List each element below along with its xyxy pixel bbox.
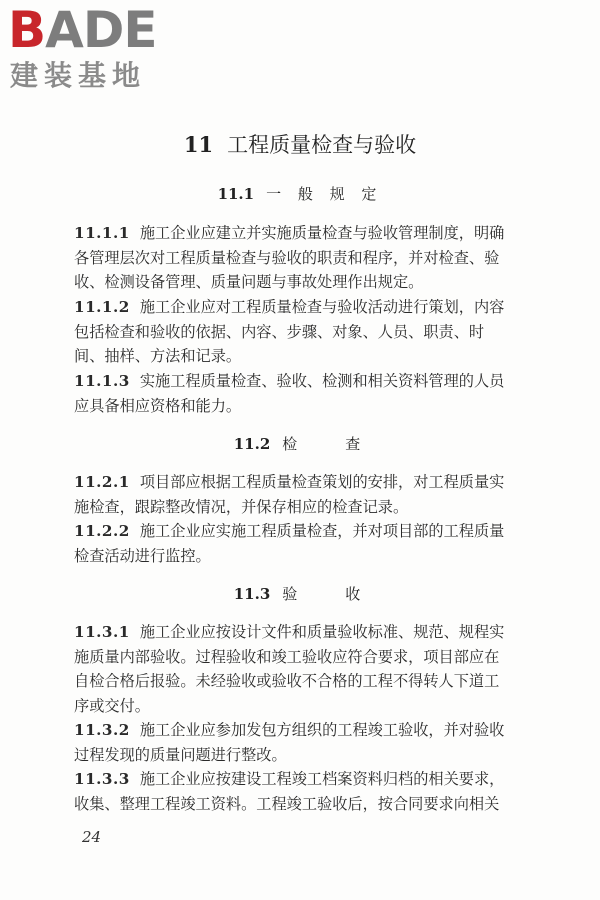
clause-line: 自检合格后报验。未经验收或验收不合格的工程不得转人下道工: [74, 672, 500, 691]
clause-line: 序或交付。: [74, 697, 150, 716]
page-number: 24: [82, 828, 102, 846]
clause-11-3-1: [74, 620, 530, 719]
logo-wordmark-rest: ADE: [45, 1, 157, 59]
section-number: 11.3: [233, 585, 271, 603]
section-heading-text: 一 般 规 定: [266, 185, 383, 203]
logo-accent-letter: B: [8, 1, 46, 59]
clause-line: 收、检测设备管理、质量问题与事故处理作出规定。: [74, 273, 424, 292]
clause-11-2-2: [74, 519, 530, 568]
clause-line: 11.2.2 施工企业应实施工程质量检查，并对项目部的工程质量: [74, 522, 505, 540]
clause-line: 11.3.2 施工企业应参加发包方组织的工程竣工验收，并对验收: [74, 721, 505, 739]
clause-line: 过程发现的质量问题进行整改。: [74, 745, 287, 764]
clause-11-3-2: [74, 718, 530, 767]
section-number: 11.2: [233, 435, 271, 453]
clause-number: 11.2.2: [74, 522, 130, 540]
clause-number: 11.1.2: [74, 298, 130, 316]
clause-line: 检查活动进行监控。: [74, 546, 211, 565]
clause-line: 11.1.3 实施工程质量检查、验收、检测和相关资料管理的人员: [74, 372, 505, 390]
clause-line: 包括检查和验收的依据、内容、步骤、对象、人员、职责、时: [74, 322, 485, 341]
clause-number: 11.3.2: [74, 721, 130, 739]
brand-logo: [8, 1, 178, 94]
clause-line: 间、抽样、方法和记录。: [74, 347, 242, 366]
clause-11-2-1: [74, 470, 530, 519]
chapter-number: 11: [183, 132, 214, 157]
section-title-11-2: [0, 432, 600, 456]
clause-line: 11.2.1 项目部应根据工程质量检查策划的安排，对工程质量实: [74, 473, 505, 491]
section-title-11-3: [0, 582, 600, 606]
clause-11-1-2: [74, 295, 530, 369]
clause-line: 应具备相应资格和能力。: [74, 396, 242, 415]
chapter-title: [0, 130, 600, 160]
section-heading-text: 检 查: [282, 435, 367, 453]
section-heading-text: 验 收: [282, 585, 367, 603]
clause-line: 施检查，跟踪整改情况，并保存相应的检查记录。: [74, 497, 409, 516]
clause-11-1-3: [74, 369, 530, 418]
chapter-heading-text: 工程质量检查与验收: [227, 133, 417, 157]
clause-line: 11.1.2 施工企业应对工程质量检查与验收活动进行策划，内容: [74, 298, 505, 316]
clause-line: 施质量内部验收。过程验收和竣工验收应符合要求，项目部应在: [74, 647, 500, 666]
clause-line: 各管理层次对工程质量检查与验收的职责和程序，并对检查、验: [74, 248, 500, 267]
clause-line: 11.1.1 施工企业应建立并实施质量检查与验收管理制度，明确: [74, 224, 505, 242]
clause-line: 收集、整理工程竣工资料。工程竣工验收后，按合同要求向相关: [74, 794, 500, 813]
logo-subtitle: 建装基地: [10, 59, 147, 92]
clause-line: 11.3.1 施工企业应按设计文件和质量验收标准、规范、规程实: [74, 623, 505, 641]
logo-wordmark: [8, 1, 157, 59]
clause-number: 11.1.3: [74, 372, 130, 390]
clause-number: 11.3.1: [74, 623, 130, 641]
clause-number: 11.1.1: [74, 224, 130, 242]
section-number: 11.1: [217, 185, 255, 203]
clause-line: 11.3.3 施工企业应按建设工程竣工档案资料归档的相关要求，: [74, 770, 505, 788]
clause-11-3-3: [74, 767, 530, 816]
clause-number: 11.3.3: [74, 770, 130, 788]
clause-number: 11.2.1: [74, 473, 130, 491]
section-title-11-1: [0, 182, 600, 206]
clause-11-1-1: [74, 221, 530, 295]
